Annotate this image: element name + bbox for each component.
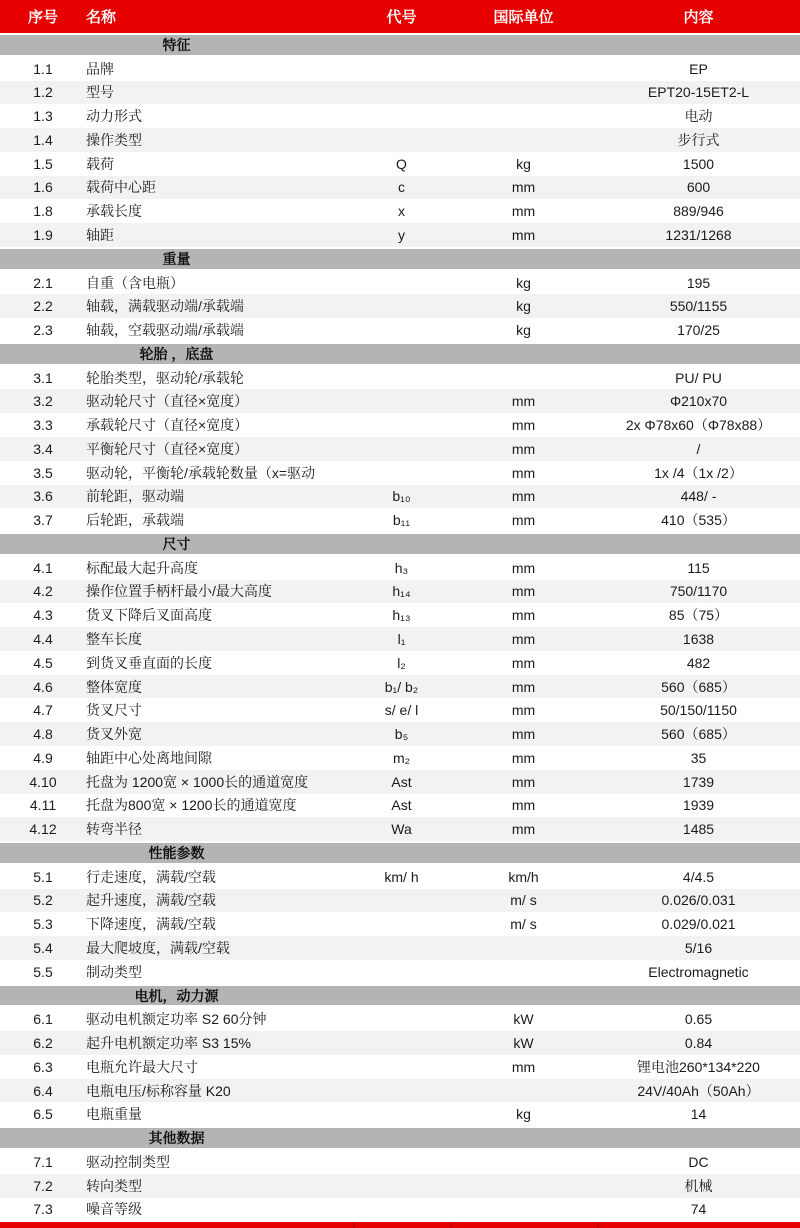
table-row bbox=[0, 223, 800, 247]
cell-no: 4.12 bbox=[29, 821, 57, 838]
cell-code: Ast bbox=[391, 797, 412, 814]
cell-value: 电动 bbox=[684, 108, 713, 125]
cell-code: Ast bbox=[391, 773, 412, 790]
cell-no: 4.9 bbox=[33, 749, 53, 766]
cell-value: 170/25 bbox=[677, 322, 720, 339]
table-row bbox=[0, 508, 800, 532]
cell-value: 1485 bbox=[682, 821, 715, 838]
table-row bbox=[0, 651, 800, 675]
footer-column-divider bbox=[353, 1222, 355, 1228]
cell-unit: kg bbox=[516, 322, 531, 339]
cell-name: 托盘为 1200宽 × 1000长的通道宽度 bbox=[86, 773, 309, 790]
cell-code: l₂ bbox=[397, 654, 406, 671]
cell-unit: mm bbox=[511, 702, 536, 719]
cell-value: 机械 bbox=[684, 1177, 713, 1194]
cell-value: DC bbox=[688, 1153, 709, 1170]
cell-code: h₁₄ bbox=[392, 583, 411, 600]
table-row bbox=[0, 556, 800, 580]
cell-value: 1739 bbox=[682, 773, 715, 790]
cell-value: 步行式 bbox=[677, 131, 720, 148]
cell-unit: mm bbox=[511, 464, 536, 481]
cell-name: 货叉尺寸 bbox=[86, 702, 142, 719]
cell-value: 锂电池260*134*220 bbox=[637, 1058, 760, 1075]
cell-value: 600 bbox=[686, 179, 711, 196]
cell-unit: m/ s bbox=[510, 892, 537, 909]
cell-unit: mm bbox=[511, 488, 536, 505]
section-header bbox=[0, 984, 800, 1008]
cell-unit: mm bbox=[511, 393, 536, 410]
cell-value: 560（685） bbox=[661, 726, 736, 743]
cell-name: 行走速度，满载/空载 bbox=[86, 868, 216, 885]
cell-name: 到货叉垂直面的长度 bbox=[86, 654, 212, 671]
table-row bbox=[0, 675, 800, 699]
cell-code: b₁/ b₂ bbox=[384, 678, 419, 695]
cell-value: 195 bbox=[686, 274, 711, 291]
cell-value: / bbox=[696, 440, 701, 457]
cell-value: 50/150/1150 bbox=[660, 702, 737, 719]
cell-code: c bbox=[398, 179, 405, 196]
table-row bbox=[0, 817, 800, 841]
cell-value: 1x /4（1x /2） bbox=[654, 464, 743, 481]
cell-value: 1638 bbox=[682, 631, 715, 648]
cell-no: 1.3 bbox=[33, 108, 53, 125]
cell-no: 7.3 bbox=[33, 1201, 53, 1218]
cell-unit: mm bbox=[511, 203, 536, 220]
cell-name: 电瓶重量 bbox=[86, 1106, 142, 1123]
cell-unit: m/ s bbox=[510, 916, 537, 933]
cell-value: 448/ - bbox=[680, 488, 717, 505]
table-row bbox=[0, 1031, 800, 1055]
cell-no: 4.11 bbox=[29, 797, 57, 814]
cell-value: EPT20-15ET2-L bbox=[647, 84, 750, 101]
table-row bbox=[0, 413, 800, 437]
table-row bbox=[0, 1055, 800, 1079]
cell-no: 3.4 bbox=[33, 440, 53, 457]
table-row bbox=[0, 603, 800, 627]
cell-name: 动力形式 bbox=[86, 108, 142, 125]
table-row bbox=[0, 1174, 800, 1198]
cell-code: b₁₀ bbox=[392, 488, 411, 505]
cell-unit: kg bbox=[516, 155, 531, 172]
cell-value: 0.65 bbox=[684, 1011, 713, 1028]
table-row bbox=[0, 128, 800, 152]
cell-value: 560（685） bbox=[661, 678, 736, 695]
header-col-value: 内容 bbox=[683, 9, 714, 26]
cell-code: km/ h bbox=[384, 868, 419, 885]
cell-name: 整车长度 bbox=[86, 631, 142, 648]
cell-unit: mm bbox=[511, 654, 536, 671]
cell-value: 1231/1268 bbox=[665, 227, 732, 243]
cell-no: 5.5 bbox=[33, 963, 53, 980]
cell-no: 4.6 bbox=[33, 678, 53, 695]
cell-unit: mm bbox=[511, 512, 536, 529]
table-body bbox=[0, 33, 800, 1222]
cell-no: 3.5 bbox=[33, 464, 53, 481]
cell-no: 2.1 bbox=[33, 274, 53, 291]
cell-name: 托盘为800宽 × 1200长的通道宽度 bbox=[86, 797, 297, 814]
cell-unit: mm bbox=[511, 631, 536, 648]
cell-value: 2x Φ78x60（Φ78x88） bbox=[625, 417, 772, 434]
table-row bbox=[0, 627, 800, 651]
cell-name: 操作类型 bbox=[86, 131, 142, 148]
section-header bbox=[0, 532, 800, 556]
cell-value: 4/4.5 bbox=[682, 868, 715, 885]
cell-unit: mm bbox=[511, 607, 536, 624]
footer-accent-bar bbox=[0, 1222, 800, 1228]
cell-no: 5.2 bbox=[33, 892, 53, 909]
cell-no: 6.3 bbox=[33, 1058, 53, 1075]
cell-name: 驱动控制类型 bbox=[86, 1153, 170, 1170]
cell-value: 0.84 bbox=[684, 1035, 713, 1052]
cell-name: 起升速度，满载/空载 bbox=[86, 892, 216, 909]
section-title: 其他数据 bbox=[148, 1130, 205, 1147]
cell-unit: mm bbox=[511, 559, 536, 576]
cell-name: 电瓶允许最大尺寸 bbox=[86, 1058, 198, 1075]
cell-unit: mm bbox=[511, 773, 536, 790]
table-row bbox=[0, 1198, 800, 1222]
section-header bbox=[0, 841, 800, 865]
cell-no: 4.10 bbox=[29, 773, 57, 790]
cell-value: PU/ PU bbox=[675, 369, 722, 386]
cell-value: 1500 bbox=[682, 155, 715, 172]
cell-code: b₅ bbox=[394, 726, 409, 743]
table-row bbox=[0, 437, 800, 461]
cell-code: h₃ bbox=[394, 559, 409, 576]
section-header bbox=[0, 33, 800, 57]
cell-code: y bbox=[398, 227, 405, 243]
cell-no: 1.9 bbox=[33, 227, 53, 243]
section-title: 重量 bbox=[162, 250, 191, 267]
cell-unit: mm bbox=[511, 821, 536, 838]
cell-no: 4.5 bbox=[33, 654, 53, 671]
table-row bbox=[0, 912, 800, 936]
header-col-name: 名称 bbox=[86, 9, 117, 26]
cell-no: 4.8 bbox=[33, 726, 53, 743]
table-row bbox=[0, 318, 800, 342]
cell-unit: mm bbox=[511, 1058, 536, 1075]
cell-name: 轴距 bbox=[86, 227, 114, 243]
cell-no: 3.7 bbox=[33, 512, 53, 529]
cell-name: 前轮距，驱动端 bbox=[86, 488, 184, 505]
cell-no: 3.1 bbox=[33, 369, 53, 386]
cell-name: 制动类型 bbox=[86, 963, 142, 980]
cell-no: 6.1 bbox=[33, 1011, 53, 1028]
table-row bbox=[0, 152, 800, 176]
cell-code: b₁₁ bbox=[392, 512, 411, 529]
table-row bbox=[0, 104, 800, 128]
cell-unit: km/h bbox=[508, 868, 539, 885]
header-col-no: 序号 bbox=[27, 9, 58, 26]
cell-no: 1.6 bbox=[33, 179, 53, 196]
cell-unit: kg bbox=[516, 1106, 531, 1123]
table-row bbox=[0, 936, 800, 960]
cell-name: 噪音等级 bbox=[86, 1201, 142, 1218]
cell-name: 下降速度，满载/空载 bbox=[86, 916, 216, 933]
table-row bbox=[0, 271, 800, 295]
cell-code: Wa bbox=[391, 821, 412, 838]
table-row bbox=[0, 1102, 800, 1126]
table-row bbox=[0, 580, 800, 604]
header-col-code: 代号 bbox=[386, 9, 417, 26]
cell-name: 承载长度 bbox=[86, 203, 142, 220]
section-header bbox=[0, 1126, 800, 1150]
cell-name: 自重（含电瓶） bbox=[86, 274, 184, 291]
table-row bbox=[0, 366, 800, 390]
cell-name: 驱动电机额定功率 S2 60分钟 bbox=[86, 1011, 267, 1028]
cell-no: 7.1 bbox=[33, 1153, 53, 1170]
cell-unit: mm bbox=[511, 583, 536, 600]
cell-name: 型号 bbox=[86, 84, 114, 101]
cell-value: 24V/40Ah（50Ah） bbox=[637, 1082, 760, 1099]
cell-value: 410（535） bbox=[661, 512, 736, 529]
section-title: 性能参数 bbox=[148, 844, 205, 861]
footer-column-divider bbox=[450, 1222, 452, 1228]
cell-value: 750/1170 bbox=[669, 583, 728, 600]
table-row bbox=[0, 294, 800, 318]
cell-no: 5.3 bbox=[33, 916, 53, 933]
table-row bbox=[0, 389, 800, 413]
table-row bbox=[0, 461, 800, 485]
table-row bbox=[0, 722, 800, 746]
cell-name: 起升电机额定功率 S3 15% bbox=[86, 1035, 251, 1052]
section-title: 电机，动力源 bbox=[134, 987, 219, 1004]
cell-unit: mm bbox=[511, 179, 536, 196]
table-row bbox=[0, 698, 800, 722]
cell-unit: mm bbox=[511, 797, 536, 814]
cell-unit: mm bbox=[511, 749, 536, 766]
cell-value: 1939 bbox=[682, 797, 715, 814]
cell-value: Φ210x70 bbox=[669, 393, 728, 410]
cell-value: 74 bbox=[690, 1201, 707, 1218]
table-row bbox=[0, 57, 800, 81]
cell-name: 转向类型 bbox=[86, 1177, 142, 1194]
cell-no: 1.4 bbox=[33, 131, 53, 148]
header-col-unit: 国际单位 bbox=[493, 9, 554, 26]
cell-no: 3.2 bbox=[33, 393, 53, 410]
cell-no: 6.5 bbox=[33, 1106, 53, 1123]
cell-code: m₂ bbox=[392, 749, 411, 766]
cell-unit: mm bbox=[511, 227, 536, 243]
table-row bbox=[0, 485, 800, 509]
cell-name: 转弯半径 bbox=[86, 821, 142, 838]
table-row bbox=[0, 960, 800, 984]
cell-name: 驱动轮尺寸（直径×宽度） bbox=[86, 393, 249, 410]
cell-name: 电瓶电压/标称容量 K20 bbox=[86, 1082, 231, 1099]
cell-value: 35 bbox=[690, 749, 707, 766]
cell-unit: mm bbox=[511, 417, 536, 434]
table-row bbox=[0, 1007, 800, 1031]
cell-name: 整体宽度 bbox=[86, 678, 142, 695]
section-title: 轮胎 ，底盘 bbox=[139, 345, 214, 362]
cell-name: 最大爬坡度，满载/空载 bbox=[86, 939, 230, 956]
section-title: 尺寸 bbox=[162, 535, 191, 552]
cell-name: 载荷中心距 bbox=[86, 179, 156, 196]
footer-column-divider bbox=[597, 1222, 599, 1228]
cell-name: 轴载，满载驱动端/承载端 bbox=[86, 298, 244, 315]
cell-unit: kW bbox=[513, 1011, 534, 1028]
cell-name: 品牌 bbox=[86, 60, 114, 77]
cell-value: 115 bbox=[687, 559, 710, 576]
cell-unit: mm bbox=[511, 440, 536, 457]
cell-no: 1.1 bbox=[33, 60, 53, 77]
cell-unit: kW bbox=[513, 1035, 534, 1052]
table-header-row bbox=[0, 0, 800, 33]
cell-name: 操作位置手柄杆最小/最大高度 bbox=[86, 583, 272, 600]
cell-no: 1.2 bbox=[33, 84, 53, 101]
cell-name: 标配最大起升高度 bbox=[86, 559, 198, 576]
cell-no: 4.1 bbox=[33, 559, 53, 576]
table-row bbox=[0, 1150, 800, 1174]
cell-value: EP bbox=[689, 60, 708, 77]
table-row bbox=[0, 199, 800, 223]
cell-value: 0.026/0.031 bbox=[661, 892, 736, 909]
cell-code: Q bbox=[396, 155, 407, 172]
table-row bbox=[0, 176, 800, 200]
cell-no: 2.2 bbox=[33, 298, 53, 315]
cell-no: 6.2 bbox=[33, 1035, 53, 1052]
table-row bbox=[0, 746, 800, 770]
cell-unit: kg bbox=[516, 274, 531, 291]
cell-no: 1.5 bbox=[33, 155, 53, 172]
cell-no: 3.3 bbox=[33, 417, 53, 434]
cell-code: x bbox=[398, 203, 405, 220]
cell-unit: mm bbox=[511, 726, 536, 743]
cell-value: 0.029/0.021 bbox=[661, 916, 736, 933]
cell-value: 14 bbox=[690, 1106, 707, 1123]
cell-no: 4.4 bbox=[33, 631, 53, 648]
table-row bbox=[0, 770, 800, 794]
cell-code: s/ e/ l bbox=[384, 702, 419, 719]
cell-code: l₁ bbox=[397, 631, 406, 648]
cell-no: 3.6 bbox=[33, 488, 53, 505]
cell-name: 轮胎类型，驱动轮/承载轮 bbox=[86, 369, 244, 386]
cell-name: 后轮距，承载端 bbox=[86, 512, 184, 529]
cell-no: 4.7 bbox=[33, 702, 53, 719]
cell-name: 平衡轮尺寸（直径×宽度） bbox=[86, 440, 249, 457]
cell-code: h₁₃ bbox=[392, 607, 411, 624]
cell-no: 4.3 bbox=[33, 607, 53, 624]
cell-name: 轴距中心处离地间隙 bbox=[86, 749, 212, 766]
cell-no: 4.2 bbox=[33, 583, 53, 600]
cell-no: 1.8 bbox=[33, 203, 53, 220]
section-title: 特征 bbox=[162, 36, 191, 53]
cell-name: 承载轮尺寸（直径×宽度） bbox=[86, 417, 249, 434]
cell-value: Electromagnetic bbox=[648, 963, 749, 980]
cell-no: 2.3 bbox=[33, 322, 53, 339]
cell-no: 6.4 bbox=[33, 1082, 53, 1099]
cell-no: 5.4 bbox=[33, 939, 53, 956]
cell-value: 482 bbox=[686, 654, 711, 671]
section-header bbox=[0, 247, 800, 271]
table-row bbox=[0, 865, 800, 889]
cell-no: 7.2 bbox=[33, 1177, 53, 1194]
cell-value: 889/946 bbox=[673, 203, 724, 220]
table-row bbox=[0, 794, 800, 818]
cell-unit: mm bbox=[511, 678, 536, 695]
cell-unit: kg bbox=[516, 298, 531, 315]
cell-value: 85（75） bbox=[668, 607, 729, 624]
cell-name: 货叉外宽 bbox=[86, 726, 142, 743]
cell-value: 5/16 bbox=[684, 939, 713, 956]
cell-name: 驱动轮，平衡轮/承载轮数量（x=驱动 bbox=[86, 464, 316, 481]
table-row bbox=[0, 889, 800, 913]
cell-name: 载荷 bbox=[86, 155, 114, 172]
cell-value: 550/1155 bbox=[669, 298, 728, 315]
cell-name: 轴载，空载驱动端/承载端 bbox=[86, 322, 244, 339]
table-row bbox=[0, 81, 800, 105]
section-header bbox=[0, 342, 800, 366]
table-row bbox=[0, 1079, 800, 1103]
cell-name: 货叉下降后叉面高度 bbox=[86, 607, 212, 624]
cell-no: 5.1 bbox=[33, 868, 53, 885]
